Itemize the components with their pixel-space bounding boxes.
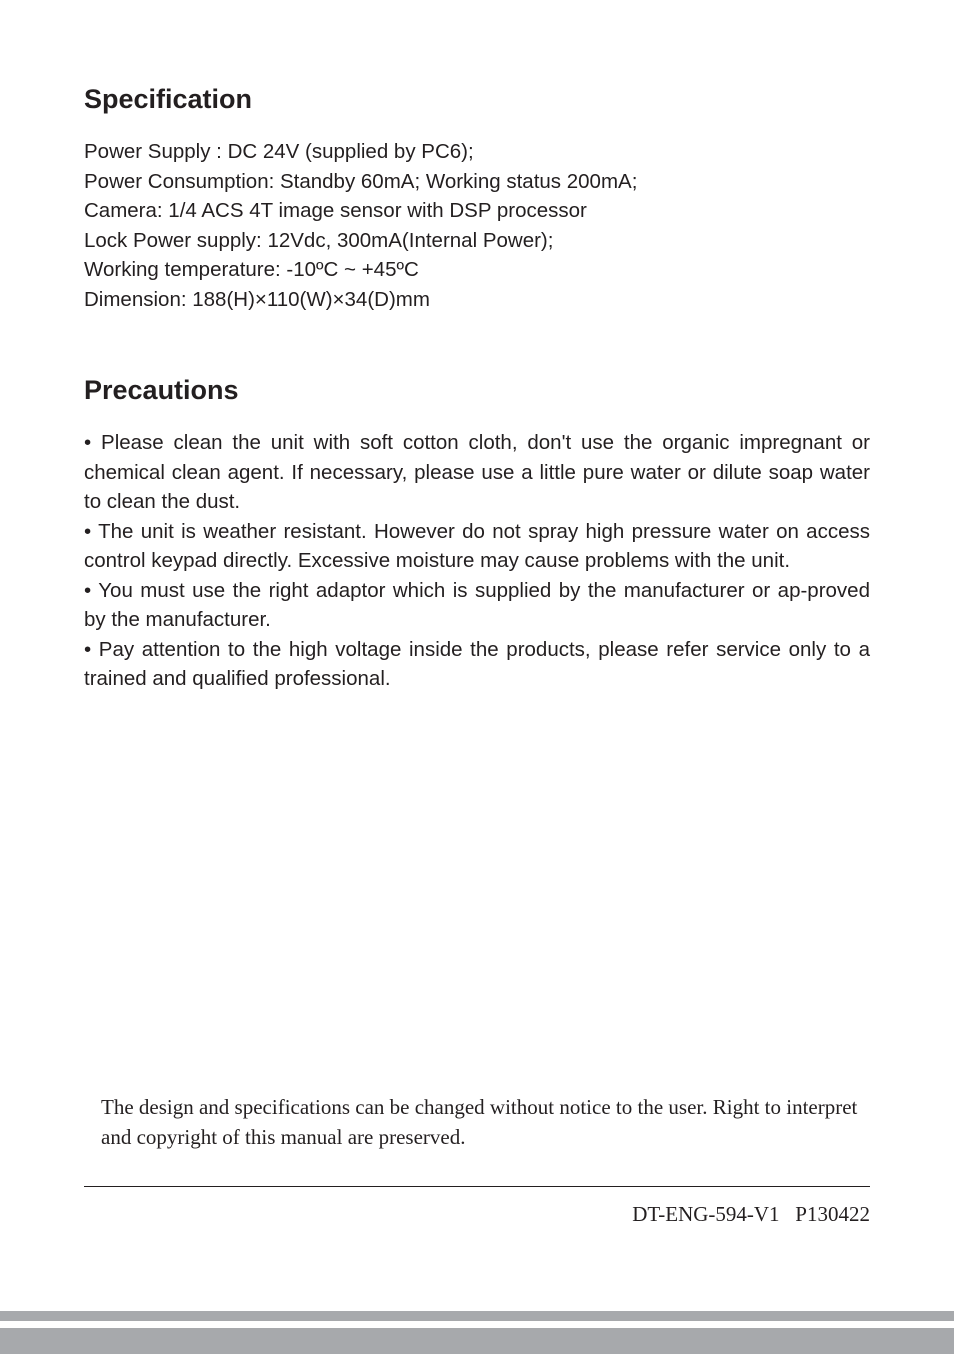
spec-item-power-supply: Power Supply : DC 24V (supplied by PC6);: [84, 140, 474, 163]
precaution-adaptor: • You must use the right adaptor which is supplied by the manufacturer or ap-proved by the manufacturer.: [84, 578, 870, 631]
precautions-list: [84, 428, 870, 694]
precautions-heading: Precautions: [84, 375, 239, 405]
copyright-notice: The design and specifications can be changed without notice to the user. Right to interpret and copyright of this manual are preserved.: [101, 1095, 858, 1149]
specification-heading: Specification: [84, 84, 253, 114]
spec-item-camera: Camera: 1/4 ACS 4T image sensor with DSP processor: [84, 199, 587, 222]
precaution-cleaning: • Please clean the unit with soft cotton cloth, don't use the organic impregnant or chemical clean agent. If necessary, please use a little pure water or dilute soap water to clean the dust.: [84, 431, 870, 513]
spec-item-working-temperature: Working temperature: -10ºC ~ +45ºC: [84, 258, 419, 281]
specification-list: [84, 137, 637, 314]
spec-item-dimension: Dimension: 188(H)×110(W)×34(D)mm: [84, 287, 430, 311]
precaution-weather: • The unit is weather resistant. However do not spray high pressure water on access control keypad directly. Excessive moisture may cause problems with the unit.: [84, 519, 870, 572]
footer-divider: [84, 1186, 870, 1187]
document-code: DT-ENG-594-V1 P130422: [632, 1202, 870, 1226]
spec-item-lock-power: Lock Power supply: 12Vdc, 300mA(Internal Power);: [84, 228, 554, 252]
spec-item-power-consumption: Power Consumption: Standby 60mA; Working status 200mA;: [84, 169, 638, 193]
decorative-bar-thin: [0, 1311, 954, 1321]
precaution-high-voltage: • Pay attention to the high voltage inside the products, please refer service only to a trained and qualified professional.: [84, 637, 870, 690]
decorative-bar-thick: [0, 1328, 954, 1354]
